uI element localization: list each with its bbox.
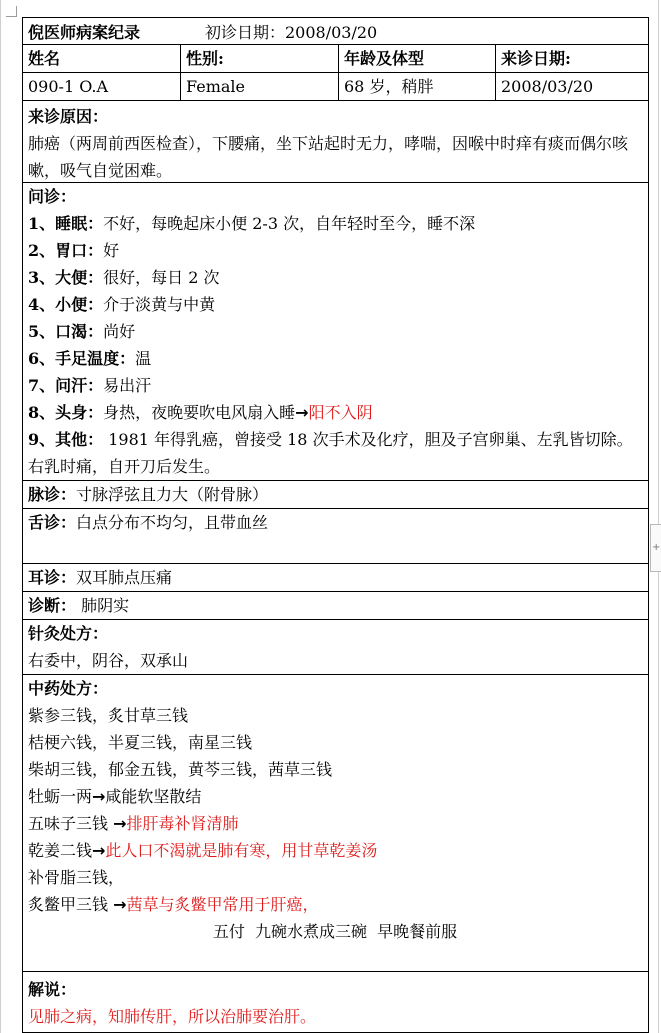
label-gender: 性别: xyxy=(181,45,339,72)
arrow-right-icon: → xyxy=(295,403,309,422)
info-header-row xyxy=(23,45,648,73)
inquiry-item xyxy=(28,210,642,237)
section-acupuncture xyxy=(23,620,648,675)
herbal-label: 中药处方： xyxy=(28,679,109,698)
section-pulse xyxy=(23,481,648,509)
herb-line xyxy=(28,837,642,864)
inquiry-value: 温 xyxy=(135,349,152,368)
label-visit-date: 来诊日期: xyxy=(501,49,571,68)
inquiry-item xyxy=(28,291,642,318)
inquiry-item xyxy=(28,399,642,426)
record-title: 倪医师病案纪录 xyxy=(28,22,141,42)
section-diagnosis xyxy=(23,592,648,620)
inquiry-key: 1、睡眠： xyxy=(28,214,104,233)
inquiry-key: 6、手足温度： xyxy=(28,349,136,368)
arrow-right-icon: → xyxy=(92,841,106,860)
section-ear xyxy=(23,564,648,592)
inquiry-item xyxy=(28,345,642,372)
title-row xyxy=(23,18,648,45)
pulse-text: 寸脉浮弦且力大（附骨脉） xyxy=(76,485,269,504)
inquiry-key: 9、其他： xyxy=(28,430,104,449)
arrow-right-icon: → xyxy=(113,814,127,833)
herb-note: 咸能软坚散结 xyxy=(105,787,202,806)
inquiry-key: 7、问汗： xyxy=(28,376,104,395)
section-herbal xyxy=(23,675,648,972)
inquiry-item xyxy=(28,318,642,345)
label-name: 姓名 xyxy=(23,45,181,72)
inquiry-value: 很好，每日 2 次 xyxy=(103,268,220,287)
reason-label: 来诊原因： xyxy=(28,107,109,126)
herb-text: 补骨脂三钱， xyxy=(28,868,125,887)
inquiry-value: 不好，每晚起床小便 2-3 次，自年轻时至今，睡不深 xyxy=(103,214,476,233)
first-visit-date: 初诊日期：2008/03/20 xyxy=(205,22,378,42)
dosage-instructions: 五付 九碗水煮成三碗 早晚餐前服 xyxy=(212,922,458,941)
section-reason xyxy=(23,101,648,183)
inquiry-item xyxy=(28,264,642,291)
inquiry-value: 好 xyxy=(103,241,120,260)
herb-text: 五味子三钱 xyxy=(28,814,114,833)
herb-note: 茜草与炙鳖甲常用于肝癌， xyxy=(126,895,319,914)
ear-text: 双耳肺点压痛 xyxy=(76,568,173,587)
herb-line xyxy=(28,702,642,729)
inquiry-key: 8、头身： xyxy=(28,403,104,422)
tongue-text: 白点分布不均匀，且带血丝 xyxy=(76,513,269,532)
inquiry-value: 1981 年得乳癌，曾接受 18 次手术及化疗，胆及子宫卵巢、左乳皆切除。右乳时痛，自开刀后发生。 xyxy=(28,430,633,476)
inquiry-item xyxy=(28,372,642,399)
section-tongue xyxy=(23,509,648,564)
herb-text: 炙鳖甲三钱 xyxy=(28,895,114,914)
herb-note: 排肝毒补肾清肺 xyxy=(126,814,239,833)
herb-text: 紫参三钱，炙甘草三钱 xyxy=(28,706,189,725)
acupuncture-label: 针灸处方： xyxy=(28,624,109,643)
inquiry-item xyxy=(28,426,642,480)
herb-text: 桔梗六钱，半夏三钱，南星三钱 xyxy=(28,733,253,752)
case-record-table xyxy=(22,17,649,1033)
inquiry-key: 2、胃口： xyxy=(28,241,104,260)
acupuncture-text: 右委中，阴谷，双承山 xyxy=(28,651,189,670)
ear-label: 耳诊： xyxy=(28,568,77,587)
value-age-build: 68 岁，稍胖 xyxy=(339,73,496,100)
section-inquiry xyxy=(23,183,648,481)
pulse-label: 脉诊： xyxy=(28,485,77,504)
inquiry-note: 阳不入阴 xyxy=(308,403,373,422)
herb-line xyxy=(28,864,642,891)
tongue-label: 舌诊： xyxy=(28,513,77,532)
herb-text: 牡蛎一两 xyxy=(28,787,93,806)
herb-line xyxy=(28,810,642,837)
explanation-label: 解说： xyxy=(28,980,77,999)
diagnosis-label: 诊断： xyxy=(28,596,77,615)
margin-expand-handle[interactable] xyxy=(650,524,661,572)
inquiry-label: 问诊： xyxy=(28,187,77,206)
inquiry-key: 4、小便： xyxy=(28,295,104,314)
page-corner-mark xyxy=(6,6,17,17)
inquiry-value: 尚好 xyxy=(103,322,136,341)
section-explanation xyxy=(23,972,648,1032)
value-gender: Female xyxy=(181,73,339,100)
arrow-right-icon: → xyxy=(113,895,127,914)
herb-text: 乾姜二钱 xyxy=(28,841,93,860)
reason-text: 肺癌（两周前西医检查），下腰痛，坐下站起时无力，哮喘，因喉中时痒有痰而偶尔咳嗽，吸气自觉困难。 xyxy=(28,134,629,180)
explanation-text: 见肺之病，知肺传肝，所以治肺要治肝。 xyxy=(28,1007,317,1026)
herb-line xyxy=(28,783,642,810)
diagnosis-text: 肺阴实 xyxy=(76,596,130,615)
herb-text: 柴胡三钱，郁金五钱，黄芩三钱，茜草三钱 xyxy=(28,760,333,779)
value-name: 090-1 O.A xyxy=(23,73,181,100)
page-edge-left xyxy=(0,0,1,1033)
herb-note: 此人口不渴就是肺有寒，用甘草乾姜汤 xyxy=(105,841,378,860)
herb-line xyxy=(28,729,642,756)
arrow-right-icon: → xyxy=(92,787,106,806)
inquiry-item xyxy=(28,237,642,264)
label-age-build: 年龄及体型 xyxy=(339,45,496,72)
inquiry-value: 身热，夜晚要吹电风扇入睡 xyxy=(103,403,296,422)
page-edge-right xyxy=(658,0,659,1033)
value-visit-date: 2008/03/20 xyxy=(501,77,594,96)
herb-line xyxy=(28,756,642,783)
info-value-row xyxy=(23,73,648,101)
inquiry-key: 3、大便： xyxy=(28,268,104,287)
herb-line xyxy=(28,891,642,918)
inquiry-key: 5、口渴： xyxy=(28,322,104,341)
inquiry-value: 介于淡黄与中黄 xyxy=(103,295,216,314)
inquiry-value: 易出汗 xyxy=(103,376,152,395)
plus-icon: + xyxy=(652,542,661,553)
